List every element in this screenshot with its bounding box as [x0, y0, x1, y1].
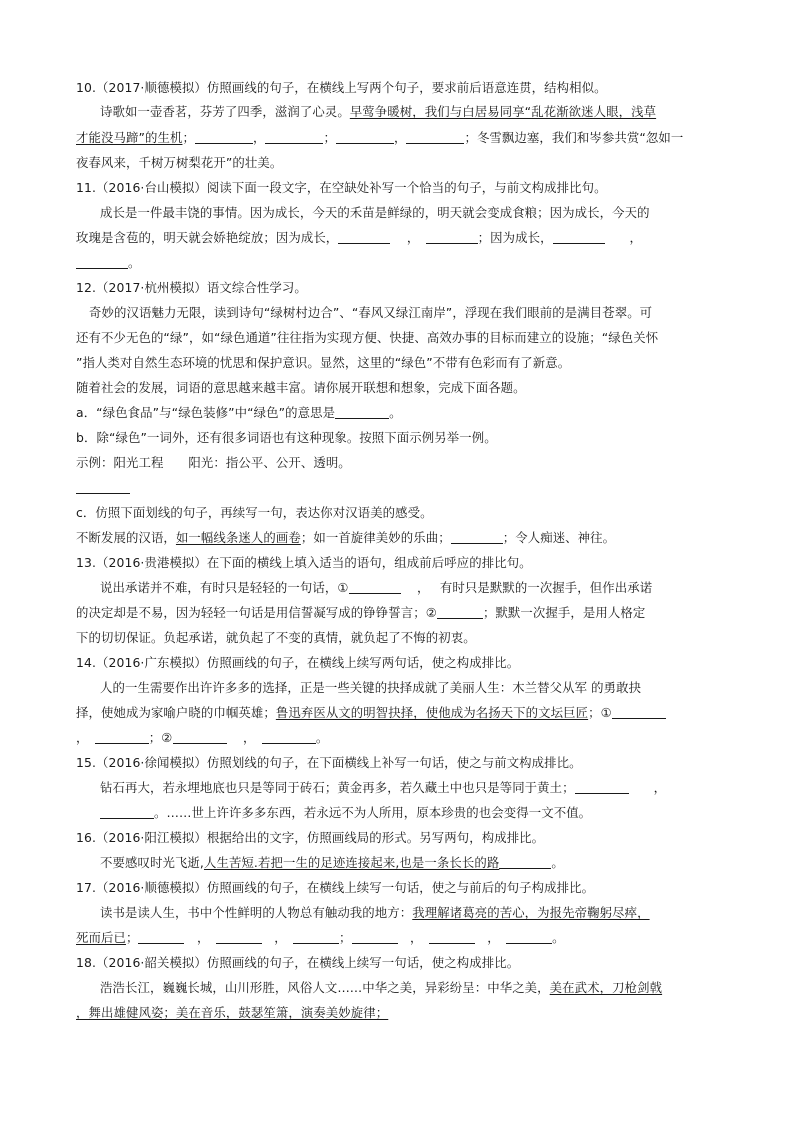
question-14-line-2: 择，使她成为家喻户晓的巾帼英雄；鲁迅弃医从文的明智抉择，使他成为名扬天下的文坛巨匠；①: [76, 705, 726, 721]
underlined-example: ，舞出雄健风姿；美在音乐，鼓瑟笙箫，演奏美妙旋律；: [76, 1005, 389, 1020]
text-span: 下的切切保证。负起承诺，就负起了不变的真情，就负起了不悔的初衷。: [76, 630, 476, 645]
text-span: ；②: [148, 730, 173, 745]
text-span: ，: [76, 730, 83, 745]
text-span: 读书是读人生，书中个性鲜明的人物总有触动我的地方：: [100, 905, 413, 920]
question-15-line-1: 钻石再大，若永埋地底也只是等同于砖石；黄金再多，若久藏土中也只是等同于黄土； ，: [100, 780, 667, 795]
text-span: 不要感叹时光飞逝,: [100, 855, 204, 870]
text-span: ；令人痴迷、神往。: [502, 530, 616, 545]
underlined-example: 鲁迅弃医从文的明智抉择，使他成为名扬天下的文坛巨匠: [275, 705, 589, 720]
answer-blank[interactable]: [173, 731, 227, 744]
question-12-passage-line-4: [76, 380, 726, 396]
question-11-line-2: 玫瑰是含苞的，明天就会娇艳绽放；因为成长， ， ；因为成长， ，: [76, 230, 643, 245]
underlined-example: 我理解诸葛亮的苦心，为报先帝鞠躬尽瘁，: [412, 905, 650, 920]
question-12-blank-line: [76, 480, 726, 496]
question-12-stem: [76, 280, 726, 296]
text-span: 奇妙的汉语魅力无限，读到诗句“绿树村边合”、“春风又绿江南岸”，浮现在我们眼前的是满目苍翠。可: [89, 305, 653, 320]
question-12-passage-line-1: [76, 305, 739, 321]
underlined-example: 早莺争暖树，我们与白居易同享“乱花渐欲迷人眼，浅草: [349, 104, 657, 119]
answer-blank[interactable]: [95, 731, 149, 744]
text-span: 18.（2016·韶关模拟）仿照画线的句子，在横线上续写一句话，使之构成排比。: [76, 955, 520, 970]
question-13-stem: [76, 555, 726, 571]
question-11-line-1: [76, 205, 750, 221]
answer-blank[interactable]: [451, 531, 503, 544]
answer-blank[interactable]: [352, 931, 398, 944]
question-11-stem: [76, 180, 726, 196]
text-span: 人的一生需要作出许许多多的选择，正是一些关键的抉择成就了美丽人生：木兰替父从军 的勇敢抉: [100, 680, 642, 695]
question-16-line-1: 不要感叹时光飞逝,人生苦短.若把一生的足迹连接起来,也是一条长长的路 。: [100, 855, 564, 870]
text-span: 说出承诺并不难，有时只是轻轻的一句话，①: [100, 580, 349, 595]
answer-blank[interactable]: [426, 231, 478, 244]
answer-blank[interactable]: [76, 256, 128, 269]
text-span: 16.（2016·阳江模拟）根据给出的文字，仿照画线局的形式。另写两句，构成排比。: [76, 830, 545, 845]
question-16-stem: [76, 830, 726, 846]
question-13-line-2: [76, 605, 726, 621]
answer-blank[interactable]: [216, 931, 262, 944]
answer-blank[interactable]: [499, 856, 551, 869]
text-span: 14.（2016·广东模拟）仿照画线的句子，在横线上续写两句话，使之构成排比。: [76, 655, 520, 670]
question-12-passage-line-3: [76, 355, 726, 371]
answer-blank[interactable]: [338, 231, 390, 244]
answer-blank[interactable]: [265, 131, 323, 144]
underlined-example: 美在武术，刀枪剑戟: [549, 980, 663, 995]
question-18-stem: [76, 955, 726, 971]
text-span: 不断发展的汉语，: [76, 530, 176, 545]
answer-blank[interactable]: [293, 931, 339, 944]
question-17-stem: [76, 880, 726, 896]
text-span: 诗歌如一壶香茗，芬芳了四季，滋润了心灵。: [100, 104, 350, 119]
question-17-line-2: 死而后已； ， ， ； ， ， 。: [76, 930, 565, 945]
text-span: ；因为成长，: [477, 230, 553, 245]
question-10-line-3: [76, 155, 726, 171]
text-span: 成长是一件最丰饶的事情。因为成长，今天的禾苗是鲜绿的，明天就会变成食粮；因为成长，今天的: [100, 205, 650, 220]
answer-blank[interactable]: [138, 931, 184, 944]
text-span: b．除“绿色”一词外，还有很多词语也有这种现象。按照下面示例另举一例。: [76, 430, 497, 445]
question-15-stem: [76, 755, 726, 771]
text-span: 11.（2016·台山模拟）阅读下面一段文字，在空缺处补写一个恰当的句子，与前文构成排比句。: [76, 180, 607, 195]
text-span: 17.（2016·顺德模拟）仿照画线的句子，在横线上续写一句话，使之与前后的句子构成排比。: [76, 880, 595, 895]
answer-blank[interactable]: [612, 706, 666, 719]
text-span: 浩浩长江，巍巍长城，山川形胜，风俗人文……中华之美，异彩纷呈：中华之美，: [100, 980, 550, 995]
question-14-line-1: [76, 680, 750, 696]
text-span: 还有不少无色的“绿”，如“绿色通道”往往指为实现方便、快捷、高效办事的目标而建立的设施；“绿色关怀: [76, 330, 659, 345]
question-12-passage-line-2: [76, 330, 726, 346]
answer-blank[interactable]: [100, 806, 154, 819]
question-12-part-c: [76, 505, 726, 521]
answer-blank[interactable]: [336, 131, 394, 144]
question-14-stem: [76, 655, 726, 671]
question-18-line-2: [76, 1005, 726, 1021]
text-span: 12.（2017·杭州模拟）语文综合性学习。: [76, 280, 307, 295]
question-12-part-c-line: [76, 530, 726, 546]
text-span: 有时只是默默的一次握手，但作出承诺: [439, 580, 653, 595]
underlined-example: 才能没马蹄”的生机: [76, 130, 183, 145]
text-span: c．仿照下面划线的句子，再续写一句，表达你对汉语美的感受。: [76, 505, 433, 520]
question-10-line-2: 才能没马蹄”的生机； ， ； ， ；冬雪飘边塞，我们和岑参共赏“忽如一: [76, 130, 684, 145]
text-span: 随着社会的发展，词语的意思越来越丰富。请你展开联想和想象，完成下面各题。: [76, 380, 526, 395]
answer-blank[interactable]: [349, 581, 401, 594]
answer-blank[interactable]: [262, 731, 316, 744]
question-12-example: [76, 455, 726, 471]
text-span: a．“绿色食品”与“绿色装修”中“绿色”的意思是: [76, 405, 336, 420]
text-span: 夜春风来，千树万树梨花开”的壮美。: [76, 155, 283, 170]
text-span: 10.（2017·顺德模拟）仿照画线的句子，在横线上写两个句子，要求前后语意连贯，结构相似。: [76, 80, 607, 95]
question-12-part-b: [76, 430, 726, 446]
question-11-line-3: 。: [76, 255, 726, 271]
question-13-line-3: [76, 630, 726, 646]
answer-blank[interactable]: [553, 231, 605, 244]
question-13-line-1: 说出承诺并不难，有时只是轻轻的一句话，① ， 有时只是默默的一次握手，但作出承诺: [100, 580, 653, 595]
question-14-line-3: ， ；② ， 。: [76, 730, 329, 745]
answer-blank[interactable]: [335, 406, 389, 419]
text-span: 13.（2016·贵港模拟）在下面的横线上填入适当的语句，组成前后呼应的排比句。: [76, 555, 532, 570]
answer-blank[interactable]: [195, 131, 253, 144]
text-span: 钻石再大，若永埋地底也只是等同于砖石；黄金再多，若久藏土中也只是等同于黄土；: [100, 780, 575, 795]
underlined-example: 如一幅线条迷人的画卷: [175, 530, 301, 545]
answer-blank[interactable]: [575, 781, 629, 794]
text-span: 的决定却是不易，因为轻轻一句话是用信誓凝写成的铮铮誓言；②: [76, 605, 437, 620]
text-span: 择，使她成为家喻户晓的巾帼英雄: [76, 705, 264, 720]
text-span: ①: [600, 705, 612, 720]
question-10-stem: [76, 80, 726, 96]
text-span: ”指人类对自然生态环境的忧思和保护意识。显然，这里的“绿色”不带有色彩而有了新意。: [76, 355, 571, 370]
question-12-part-a: a．“绿色食品”与“绿色装修”中“绿色”的意思是 。: [76, 405, 402, 420]
answer-blank[interactable]: [429, 931, 475, 944]
question-15-line-2: [76, 805, 750, 821]
answer-blank[interactable]: [76, 481, 130, 494]
answer-blank[interactable]: [406, 131, 464, 144]
question-10-line-1: [76, 104, 750, 120]
underlined-example: 死而后已: [76, 930, 126, 945]
text-span: 阳光：指公平、公开、透明。: [188, 455, 351, 470]
answer-blank[interactable]: [437, 606, 483, 619]
answer-blank[interactable]: [506, 931, 552, 944]
text-span: 玫瑰是含苞的，明天就会娇艳绽放；因为成长，: [76, 230, 339, 245]
question-18-line-1: [76, 980, 750, 996]
text-span: ；如一首旋律美妙的乐曲；: [300, 530, 451, 545]
text-span: 示例：阳光工程: [76, 455, 164, 470]
text-span: 15.（2016·徐闻模拟）仿照划线的句子，在下面横线上补写一句话，使之与前文构成排比。: [76, 755, 582, 770]
text-span: ；默默一次握手，是用人格定: [482, 605, 646, 620]
underlined-example: 人生苦短.若把一生的足迹连接起来,也是一条长长的路: [203, 855, 500, 870]
text-span: ；冬雪飘边塞，我们和岑参共赏“忽如一: [464, 130, 684, 145]
text-span: 。……世上许许多多东西，若永远不为人所用，原本珍贵的也会变得一文不值。: [154, 805, 592, 820]
question-17-line-1: [76, 905, 750, 921]
